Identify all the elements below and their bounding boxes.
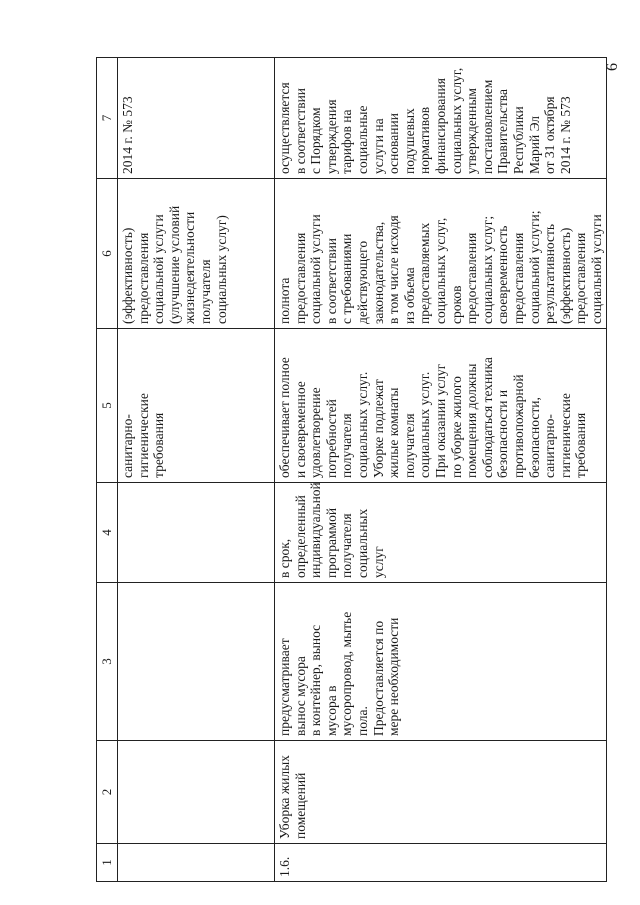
quality-indicators xyxy=(275,179,607,329)
text-line: санитарно- xyxy=(542,414,558,478)
text-line: действующего xyxy=(354,240,370,324)
text-line: индивидуальной xyxy=(308,482,324,578)
text-line: в том числе исходя xyxy=(386,215,402,324)
text-line: финансирования xyxy=(432,78,448,174)
text-line: социальной услуги xyxy=(151,214,167,324)
text-line: предоставления xyxy=(510,232,526,324)
text-line: получателя xyxy=(197,259,213,324)
cont-cell-5 xyxy=(118,329,275,483)
text-line: социальных услуг; xyxy=(479,215,495,324)
cont-cell-3 xyxy=(118,583,275,741)
text-line: жизнедеятельности xyxy=(182,211,198,324)
text-line: предоставления xyxy=(464,232,480,324)
text-line: в контейнер, вынос xyxy=(308,624,324,736)
continuation-row xyxy=(118,58,275,882)
page-number: 6 xyxy=(604,63,621,71)
header-col-7: 7 xyxy=(97,58,118,179)
text-line: мусора в xyxy=(323,685,339,736)
header-col-3: 3 xyxy=(97,583,118,741)
text-line: пола. xyxy=(354,706,370,736)
text-line: социальных xyxy=(354,508,370,578)
text-line: утвержденным xyxy=(464,88,480,174)
payment-conditions xyxy=(275,58,607,179)
text-line: Предоставляется по xyxy=(370,620,386,736)
text-line: Уборка жилых xyxy=(277,755,292,839)
cont-cell-6 xyxy=(118,179,275,329)
text-line: жилые комнаты xyxy=(386,387,402,478)
text-line: с Порядком xyxy=(308,107,324,174)
text-line: удовлетворение xyxy=(308,387,324,478)
header-col-6: 6 xyxy=(97,179,118,329)
text-line: безопасности и xyxy=(495,389,511,478)
text-line: помещения должны xyxy=(464,363,480,478)
cont-cell-2 xyxy=(118,741,275,844)
text-line: полнота xyxy=(277,277,292,324)
rotated-table-container xyxy=(96,58,604,882)
text-line: вынос мусора xyxy=(292,656,308,736)
text-line: услуг xyxy=(370,546,386,578)
cont-cell-7 xyxy=(118,58,275,179)
text-line: Республики xyxy=(510,106,526,174)
header-col-1: 1 xyxy=(97,844,118,882)
cont-cell-4 xyxy=(118,483,275,583)
text-line: услуги на xyxy=(370,118,386,174)
text-line: и своевременное xyxy=(292,381,308,478)
text-line: от 31 октября xyxy=(542,96,558,174)
text-line: Уборке подлежат xyxy=(370,379,386,478)
service-name xyxy=(275,741,607,844)
text-line: Марий Эл xyxy=(526,115,542,174)
service-description xyxy=(275,583,607,741)
text-line: законодательства, xyxy=(370,221,386,324)
service-timing xyxy=(275,483,607,583)
text-line: требования xyxy=(573,412,589,478)
text-line: получателя xyxy=(339,413,355,478)
text-line: предоставляемых xyxy=(417,222,433,324)
text-line: социальных услуг) xyxy=(213,215,229,324)
text-line: 2014 г. № 573 xyxy=(120,96,135,174)
text-line: соблюдаться техника xyxy=(479,357,495,478)
text-line: в срок, xyxy=(277,538,292,578)
text-line: получателя xyxy=(401,413,417,478)
text-line: в соответствии xyxy=(292,87,308,174)
text-line: санитарно- xyxy=(120,414,135,478)
text-line: социальных услуг. xyxy=(417,371,433,478)
text-line: помещений xyxy=(292,772,308,839)
text-line: требования xyxy=(151,412,167,478)
text-line: в соответствии xyxy=(323,237,339,324)
text-line: 2014 г. № 573 xyxy=(557,96,573,174)
text-line: подушевых xyxy=(401,108,417,174)
text-line: социальные xyxy=(354,105,370,174)
text-line: гигиенические xyxy=(557,393,573,478)
text-line: тарифов на xyxy=(339,109,355,174)
text-line: определенный xyxy=(292,495,308,578)
row-number: 1.6. xyxy=(275,844,607,882)
text-line: Правительства xyxy=(495,89,511,174)
text-line: социальных услуг, xyxy=(448,67,464,174)
text-line: из объема xyxy=(401,267,417,324)
text-line: обеспечивает полное xyxy=(277,357,292,478)
table-row xyxy=(275,58,607,882)
text-line: программой xyxy=(323,507,339,578)
text-line: предоставления xyxy=(573,232,589,324)
text-line: мусоропровод, мытье xyxy=(339,611,355,736)
text-line: (эффективность) xyxy=(557,227,573,324)
text-line: сроков xyxy=(448,285,464,324)
text-line: социальной услуги; xyxy=(526,210,542,324)
text-line: При оказании услуг xyxy=(432,363,448,478)
text-line: с требованиями xyxy=(339,233,355,324)
text-line: социальных услуг, xyxy=(432,217,448,324)
text-line: предоставления xyxy=(135,232,151,324)
service-standard xyxy=(275,329,607,483)
text-line: мере необходимости xyxy=(386,617,402,736)
text-line: основании xyxy=(386,113,402,174)
header-col-4: 4 xyxy=(97,483,118,583)
text-line: социальной услуги xyxy=(308,214,324,324)
text-line: нормативов xyxy=(417,106,433,174)
text-line: утверждения xyxy=(323,99,339,174)
text-line: безопасности, xyxy=(526,397,542,478)
text-line: своевременность xyxy=(495,225,511,324)
text-line: (улучшение условий xyxy=(166,205,182,324)
text-line: предоставления xyxy=(292,232,308,324)
header-col-2: 2 xyxy=(97,741,118,844)
text-line: противопожарной xyxy=(510,374,526,478)
text-line: осуществляется xyxy=(277,82,292,174)
text-line: по уборке жилого xyxy=(448,376,464,478)
text-line: потребностей xyxy=(323,399,339,478)
text-line: гигиенические xyxy=(135,393,151,478)
text-line: постановлением xyxy=(479,79,495,174)
text-line: (эффективность) xyxy=(120,227,135,324)
text-line: социальных услуг. xyxy=(354,371,370,478)
cont-cell-1 xyxy=(118,844,275,882)
text-line: получателя xyxy=(339,513,355,578)
text-line: социальной услуги xyxy=(588,214,604,324)
services-table xyxy=(96,57,607,882)
text-line: результативность xyxy=(542,223,558,324)
header-col-5: 5 xyxy=(97,329,118,483)
text-line: предусматривает xyxy=(277,638,292,736)
header-row xyxy=(97,58,118,882)
